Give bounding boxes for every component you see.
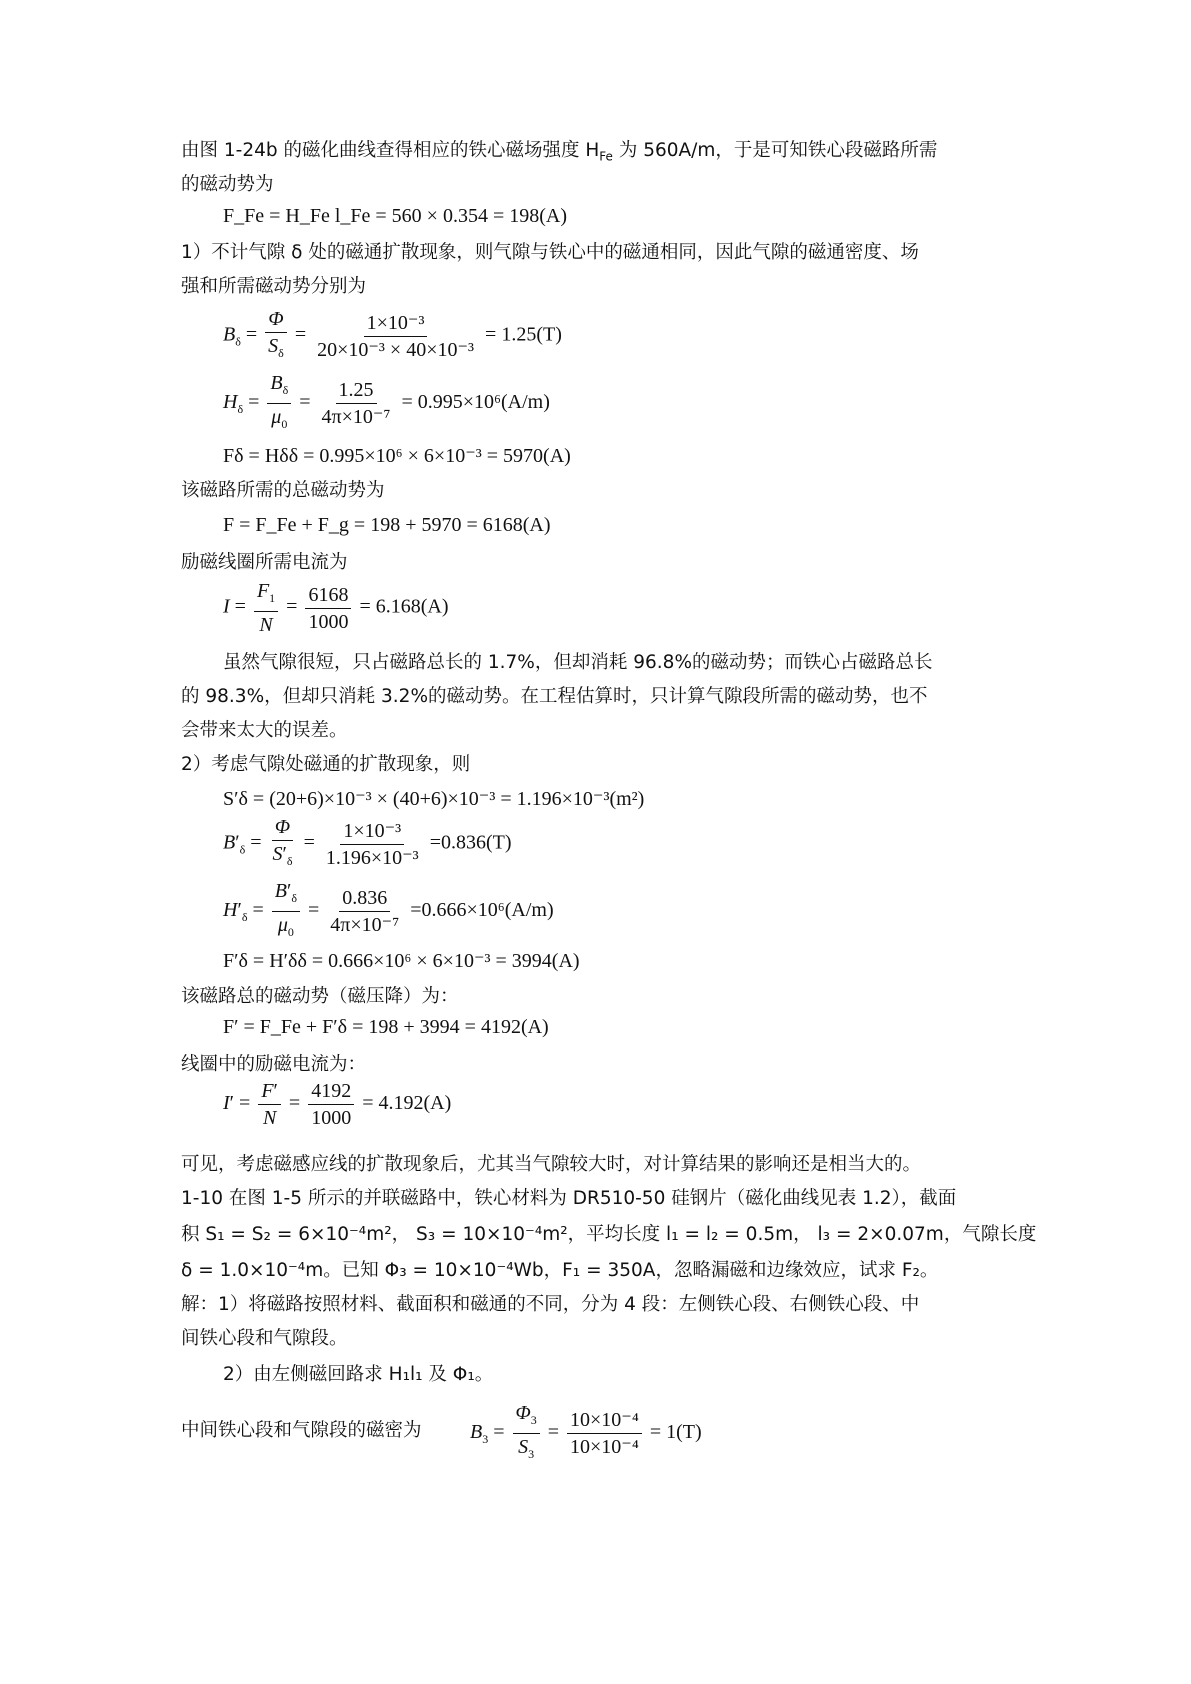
equation-f-prime: F′ = F_Fe + F′δ = 198 + 3994 = 4192(A) xyxy=(223,1016,549,1038)
fraction-denominator: 10×10⁻⁴ xyxy=(570,1436,639,1458)
fraction-denominator: 4π×10⁻⁷ xyxy=(330,914,400,936)
text-line: 解：1）将磁路按照材料、截面积和磁通的不同，分为 4 段：左侧铁心段、右侧铁心段、中 xyxy=(181,1294,920,1315)
text-line xyxy=(181,138,1021,170)
text-line: 虽然气隙很短，只占磁路总长的 1.7%，但却消耗 96.8%的磁动势；而铁心占磁路总长 xyxy=(223,652,933,673)
equation-b3: $B_3$ = $\frac{\Phi_3}{S_3}$ = $\frac{\text{10×10⁻⁴}}{\text{10×10⁻⁴}}$ = 1(T) xyxy=(470,1402,702,1461)
fraction-denominator: 1000 xyxy=(308,610,349,633)
fraction-denominator: 4π×10⁻⁷ xyxy=(321,406,391,428)
fraction-denominator: 1000 xyxy=(311,1107,352,1129)
text-line: 间铁心段和气隙段。 xyxy=(181,1328,348,1349)
equation-b-delta: $B_\delta$ = $\frac{\Phi}{S_\delta}$ = $\frac{\text{1×10⁻³}}{\text{20×10⁻³ × 40×10⁻³}}$ = 1.25(T) xyxy=(223,308,562,361)
text-line: 中间铁心段和气隙段的磁密为 xyxy=(181,1420,422,1441)
equation-f-prime-delta: F′δ = H′δδ = 0.666×10⁶ × 6×10⁻³ = 3994(A) xyxy=(223,950,580,972)
text-line: δ = 1.0×10⁻⁴m。已知 Φ₃ = 10×10⁻⁴Wb，F₁ = 350A，忽略漏磁和边缘效应，试求 F₂。 xyxy=(181,1260,939,1281)
text-line xyxy=(181,1222,1037,1248)
text-span: 积 S₁ = S₂ = 6×10⁻⁴m²， xyxy=(181,1224,411,1245)
equation-s-prime: S′δ = (20+6)×10⁻³ × (40+6)×10⁻³ = 1.196×10⁻³(m²) xyxy=(223,788,645,810)
equation-result: =0.666×10⁶(A/m) xyxy=(410,899,554,922)
fraction-denominator: 1.196×10⁻³ xyxy=(325,846,419,869)
text-span: S₃ = 10×10⁻⁴m²，平均长度 l₁ = l₂ = 0.5m， xyxy=(416,1224,812,1245)
equation-ffe: F_Fe = H_Fe l_Fe = 560 × 0.354 = 198(A) xyxy=(223,205,568,227)
equation-total-f: F = F_Fe + F_g = 198 + 5970 = 6168(A) xyxy=(223,514,551,536)
text-line: 2）由左侧磁回路求 H₁l₁ 及 Φ₁。 xyxy=(223,1364,494,1385)
text-span: l₃ = 2×0.07m，气隙长度 xyxy=(817,1224,1037,1245)
fraction-numerator: 1×10⁻³ xyxy=(340,820,404,845)
text-line: 2）考虑气隙处磁通的扩散现象，则 xyxy=(181,754,471,775)
text-line: 1-10 在图 1-5 所示的并联磁路中，铁心材料为 DR510-50 硅钢片（磁化曲线见表 1.2），截面 xyxy=(181,1188,957,1209)
fraction-denominator: 20×10⁻³ × 40×10⁻³ xyxy=(317,338,475,361)
text-line: 线圈中的励磁电流为： xyxy=(181,1054,367,1075)
text-line: 1）不计气隙 δ 处的磁通扩散现象，则气隙与铁心中的磁通相同，因此气隙的磁通密度、场 xyxy=(181,242,919,263)
equation-current-prime: I′ = $\frac{F'}{N}$ = $\frac{4192}{1000}$ = 4.192(A) xyxy=(223,1080,452,1129)
fraction-numerator: 4192 xyxy=(308,1080,354,1105)
equation-f-delta: Fδ = Hδδ = 0.995×10⁶ × 6×10⁻³ = 5970(A) xyxy=(223,445,571,467)
equation-b-prime: $B'_\delta$ = $\frac{\Phi}{S'_\delta}$ = $\frac{\text{1×10⁻³}}{\text{1.196×10⁻³}}$ =0.836(T) xyxy=(223,816,512,869)
text-line: 该磁路所需的总磁动势为 xyxy=(181,480,385,501)
equation-result: = 6.168(A) xyxy=(359,595,449,618)
fraction-numerator: 1.25 xyxy=(336,379,377,404)
text-line: 强和所需磁动势分别为 xyxy=(181,276,367,297)
text-line: 会带来太大的误差。 xyxy=(181,720,348,741)
text-line: 的磁动势为 xyxy=(181,174,274,195)
text-span: 由图 1-24b 的磁化曲线查得相应的铁心磁场强度 H xyxy=(181,140,600,161)
fraction-numerator: 6168 xyxy=(305,584,351,609)
fraction-numerator: 0.836 xyxy=(339,887,390,912)
fraction-numerator: 1×10⁻³ xyxy=(364,312,428,337)
subscript: Fe xyxy=(599,149,613,164)
text-line: 的 98.3%，但却只消耗 3.2%的磁动势。在工程估算时，只计算气隙段所需的磁动势，也不 xyxy=(181,686,928,707)
text-line: 该磁路总的磁动势（磁压降）为： xyxy=(181,986,459,1007)
fraction-numerator: 10×10⁻⁴ xyxy=(567,1409,642,1434)
equation-current: I = $\frac{F_1}{N}$ = $\frac{6168}{1000}$ = 6.168(A) xyxy=(223,580,449,636)
equation-h-prime: $H'_\delta$ = $\frac{B'_\delta}{\mu_0}$ = $\frac{0.836}{\text{4π×10⁻⁷}}$ =0.666×10⁶(A/m) xyxy=(223,880,554,939)
equation-result: = 4.192(A) xyxy=(362,1092,452,1115)
equation-result: = 0.995×10⁶(A/m) xyxy=(401,391,550,414)
text-line: 可见，考虑磁感应线的扩散现象后，尤其当气隙较大时，对计算结果的影响还是相当大的。 xyxy=(181,1154,922,1175)
equation-result: = 1(T) xyxy=(649,1421,702,1444)
text-span: 为 560A/m，于是可知铁心段磁路所需 xyxy=(612,140,938,161)
equation-result: =0.836(T) xyxy=(429,831,512,854)
equation-h-delta: $H_\delta$ = $\frac{B_\delta}{\mu_0}$ = $\frac{1.25}{\text{4π×10⁻⁷}}$ = 0.995×10⁶(A/m) xyxy=(223,372,550,431)
equation-result: = 1.25(T) xyxy=(485,323,562,346)
text-line: 励磁线圈所需电流为 xyxy=(181,552,348,573)
